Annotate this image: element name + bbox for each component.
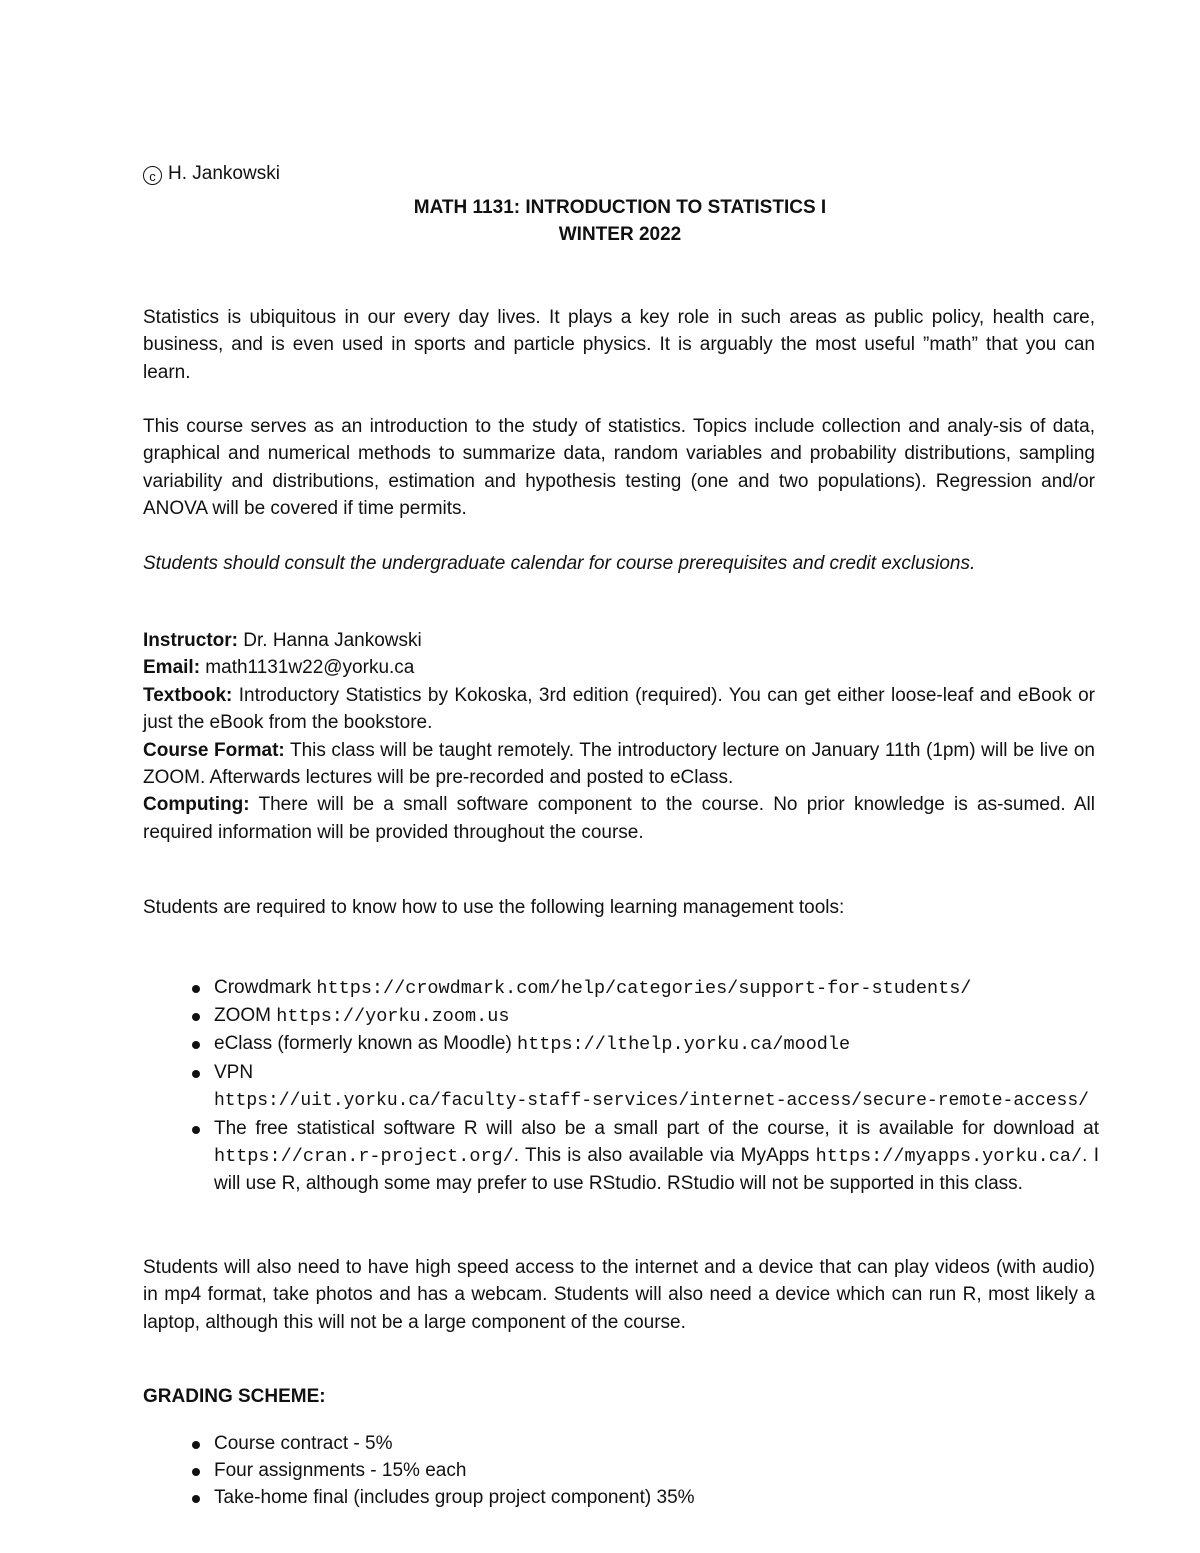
cran-link[interactable]: https://cran.r-project.org/ <box>214 1146 514 1168</box>
tool-name: Crowdmark <box>214 977 312 998</box>
course-title: MATH 1131: INTRODUCTION TO STATISTICS I <box>413 197 827 218</box>
intro-paragraph-2: This course serves as an introduction to the study of statistics. Topics include collection and analy-sis of data, graphical and numerical methods to summarize data, random variables and probability distributions, sampling variability and distributions, estimation and hypothesis testing (one and two populations). Regression and/or ANOVA will be covered if time permits. <box>143 416 1095 520</box>
email-line <box>143 654 1095 681</box>
r-text: The free statistical software R will also be a small part of the course, it is available for download at <box>214 1118 1099 1140</box>
textbook-label: Textbook: <box>143 684 233 706</box>
copyright-icon: c <box>143 166 162 185</box>
instructor-line <box>143 627 1095 654</box>
computing-label: Computing: <box>143 794 250 816</box>
list-item: Four assignments - 15% each <box>190 1457 695 1484</box>
list-item: Course contract - 5% <box>190 1430 695 1457</box>
list-item <box>190 1059 1099 1115</box>
textbook-line <box>143 682 1095 737</box>
tools-list <box>190 974 1099 1198</box>
crowdmark-link[interactable]: https://crowdmark.com/help/categories/support-for-students/ <box>316 978 972 999</box>
r-text: . I will use R, although some may prefer to use RStudio. RStudio will not be supported in this class. <box>214 1145 1100 1195</box>
computing-value: There will be a small software component to the course. No prior knowledge is as-sumed. All required information will be provided throughout the course. <box>143 794 1095 843</box>
zoom-link[interactable]: https://yorku.zoom.us <box>276 1006 510 1028</box>
tools-intro: Students are required to know how to use the following learning management tools: <box>143 897 845 918</box>
format-label: Course Format: <box>143 739 285 761</box>
instructor-label: Instructor: <box>143 630 238 651</box>
tool-name: VPN <box>214 1061 254 1083</box>
list-item: Take-home final (includes group project component) 35% <box>190 1484 695 1511</box>
list-item <box>190 1115 1099 1198</box>
prerequisite-note: Students should consult the undergraduate calendar for course prerequisites and credit exclusions. <box>143 553 976 574</box>
list-item <box>190 974 1099 1002</box>
tool-name: ZOOM <box>214 1005 271 1027</box>
grading-list <box>190 1430 695 1512</box>
eclass-link[interactable]: https://lthelp.yorku.ca/moodle <box>517 1034 851 1056</box>
myapps-link[interactable]: https://myapps.yorku.ca/ <box>815 1146 1083 1168</box>
format-value: This class will be taught remotely. The introductory lecture on January 11th (1pm) will be live on ZOOM. Afterwards lectures will be pre-recorded and posted to eClass. <box>143 739 1095 789</box>
access-paragraph: Students will also need to have high speed access to the internet and a device that can play videos (with audio) in mp4 format, take photos and has a webcam. Students will also need a device which can run R, most likely a laptop, although this will not be a large component of the course. <box>143 1257 1095 1333</box>
computing-line <box>143 791 1095 846</box>
format-line <box>143 737 1095 792</box>
r-text: . This is also available via MyApps <box>513 1145 810 1167</box>
grading-heading: GRADING SCHEME: <box>143 1386 326 1407</box>
textbook-value: Introductory Statistics by Kokoska, 3rd edition (required). You can get either loose-leaf and eBook or just the eBook from the bookstore. <box>143 684 1095 734</box>
tool-name: eClass (formerly known as Moodle) <box>214 1033 512 1055</box>
list-item <box>190 1002 1099 1030</box>
course-info <box>143 627 1095 846</box>
copyright-line <box>143 163 280 185</box>
instructor-value: Dr. Hanna Jankowski <box>238 630 422 651</box>
list-item <box>190 1030 1099 1058</box>
email-value: math1131w22@yorku.ca <box>200 657 415 679</box>
vpn-link[interactable]: https://uit.yorku.ca/faculty-staff-services/internet-access/secure-remote-access/ <box>214 1090 1089 1111</box>
author-name: H. Jankowski <box>168 163 280 184</box>
email-label: Email: <box>143 657 201 679</box>
intro-paragraph-1: Statistics is ubiquitous in our every day lives. It plays a key role in such areas as public policy, health care, business, and is even used in sports and particle physics. It is arguably the most useful ”math” that you can learn. <box>143 307 1095 383</box>
term-title: WINTER 2022 <box>558 224 682 245</box>
